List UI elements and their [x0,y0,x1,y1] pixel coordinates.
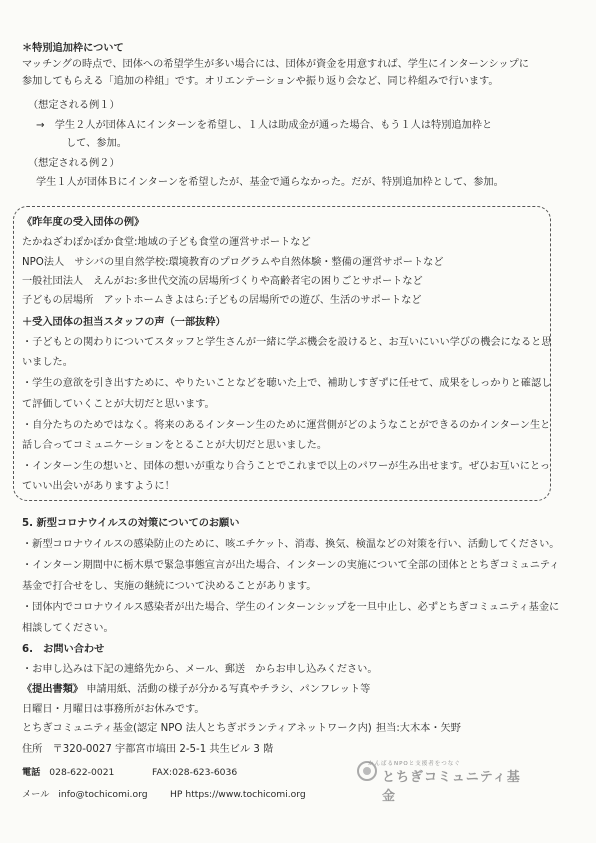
voice-line: て評価していくことが大切だと思います。 [22,399,215,410]
section5-heading: 5. 新型コロナウイルスの対策についてのお願い [22,518,240,529]
phone-number: 028-622-0021 [49,767,115,778]
host-organizations-box [13,206,551,501]
voice-line: ・自分たちのためではなく。将来のあるインターン生のために運営側がどのようなことができるのかインターン生と [22,420,551,431]
mail-label: メール [22,789,50,800]
closed-days: 日曜日・月曜日は事務所がお休みです。 [22,704,205,715]
special-paragraph-line: マッチングの時点で、団体への希望学生が多い場合には、団体が資金を用意すれば、学生にインターンシップに [22,59,529,70]
section5-line: ・団体内でコロナウイルス感染者が出た場合、学生のインターンシップを一旦中止し、必ずとちぎコミュニティ基金に [22,602,560,613]
mail-address[interactable]: info@tochicomi.org [58,789,148,800]
logo-text: とちぎコミュニティ基金 [382,770,521,804]
org-item: たかねざわぽかぽか食堂:地域の子ども食堂の運営サポートなど [22,237,311,248]
org-name: とちぎコミュニティ基金(認定 NPO 法人とちぎボランティアネットワーク内) [22,723,372,734]
org-item: 一般社団法人 えんがお:多世代交流の居場所づくりや高齢者宅の困りごとサポートなど [22,276,423,287]
voice-line: ・インターン生の想いと、団体の想いが重なり合うことでこれまで以上のパワーが生み出せます。ぜひお互いにとっ [22,461,551,472]
phone-label: 電話 [22,767,41,778]
logo-tagline: かんばるNPOと支援者をつなぐ [368,761,461,767]
voice-line: いました。 [22,357,73,368]
voices-title: ＋受入団体の担当スタッフの声（一部抜粋） [22,317,226,328]
voice-line: ・子どもとの関わりについてスタッフと学生さんが一緒に学ぶ機会を設けると、お互いにいい学びの機会になると思 [22,337,552,348]
section5-line: ・インターン期間中に栃木県で緊急事態宣言が出た場合、インターンの実施について全部の団体ととちぎコミュニティ [22,560,560,571]
documents-line [22,683,370,696]
example2-line: 学生１人が団体Ｂにインターンを希望したが、基金で通らなかった。だが、特別追加枠として、参加。 [36,177,504,188]
example1-line: して、参加。 [66,138,127,149]
voice-line: 話し合ってコミュニケーションをとることが大切だと思いました。 [22,440,328,451]
fax-number: FAX:028-623-6036 [152,767,238,778]
section5-line: 基金で打合せをし、実施の継続について決めることがあります。 [22,581,317,592]
documents-label: 《提出書類》 [22,684,84,695]
staff-name: 担当:大木本・矢野 [376,723,461,734]
example1-line: → 学生２人が団体Ａにインターンを希望し、１人は助成金が通った場合、もう１人は特別追加枠と [36,120,493,131]
documents-text: 申請用紙、活動の様子が分かる写真やチラシ、パンフレット等 [86,684,371,695]
section5-line: 相談してください。 [22,623,114,634]
homepage-link[interactable]: HP https://www.tochicomi.org [170,789,306,800]
special-paragraph-line: 参加してもらえる「追加の枠組」です。オリエンテーションや振り返り会など、同じ枠組みで行います。 [22,76,499,87]
section6-heading: 6. お問い合わせ [22,644,105,655]
mail-line [22,788,148,801]
example1-label: （想定される例１） [28,100,120,111]
special-heading: ＊特別追加枠について [22,43,124,54]
phone-line [22,766,114,779]
apply-text: ・お申し込みは下記の連絡先から、メール、郵送 からお申し込みください。 [22,664,378,675]
box-title: 《昨年度の受入団体の例》 [22,217,145,228]
section5-line: ・新型コロナウイルスの感染防止のために、咳エチケット、消毒、換気、検温などの対策を行い、活動してください。 [22,539,560,550]
org-item: NPO法人 サシバの里自然学校:環境教育のプログラムや自然体験・整備の運営サポートなど [22,257,444,268]
org-item: 子どもの居場所 アットホームきよはら:子どもの居場所での遊び、生活のサポートなど [22,295,422,306]
example2-label: （想定される例２） [28,158,120,169]
voice-line: ・学生の意欲を引き出すために、やりたいことなどを聴いた上で、補助しすぎずに任せて、成果をしっかりと確認し [22,378,552,389]
address: 住所 〒320-0027 宇都宮市塙田 2-5-1 共生ビル 3 階 [22,744,274,755]
voice-line: ていい出会いがありますように！ [22,481,175,492]
